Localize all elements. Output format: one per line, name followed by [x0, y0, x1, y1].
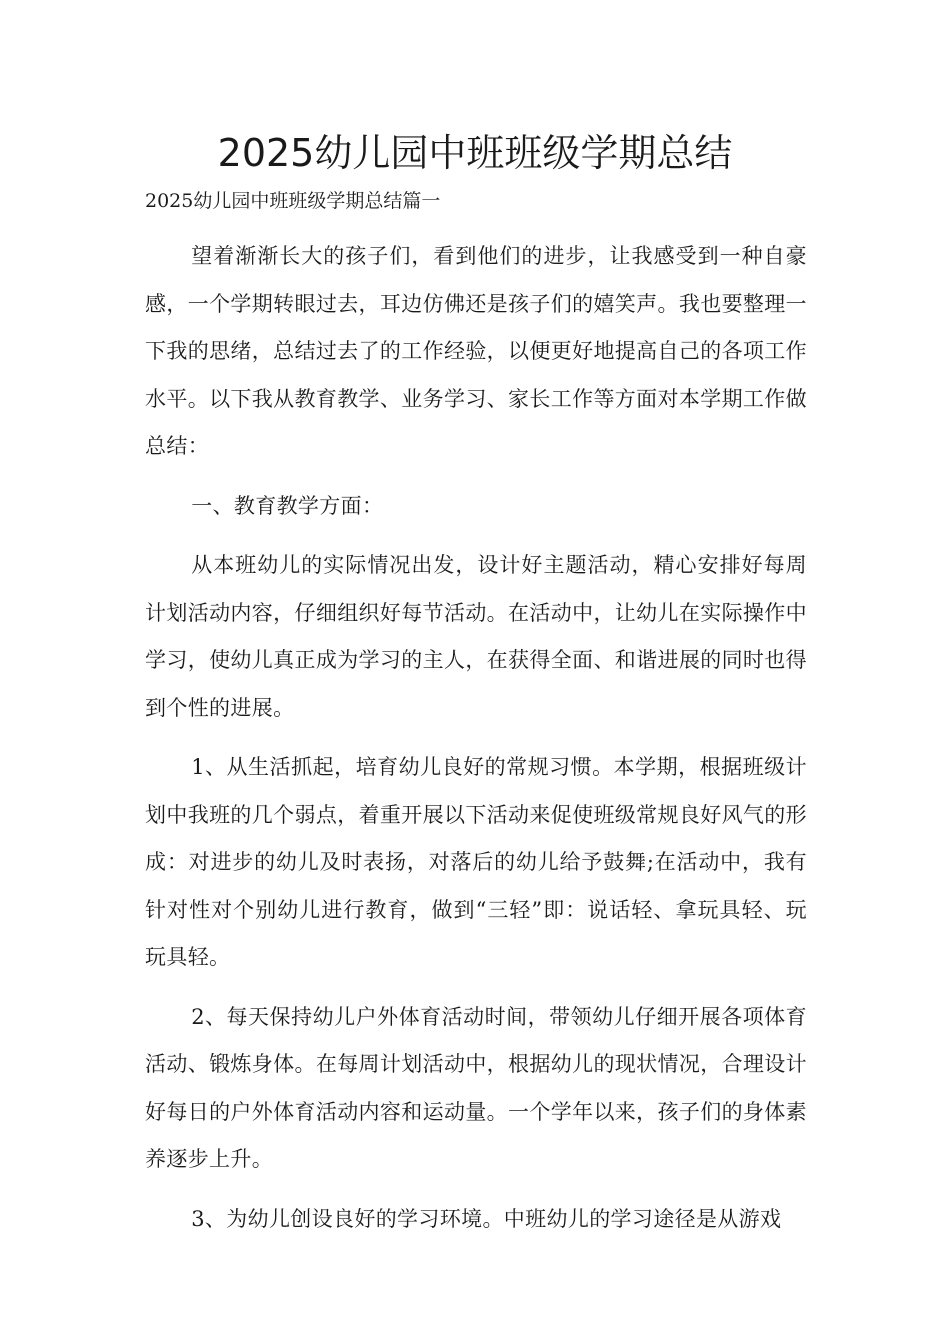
paragraph-point-3: 3、为幼儿创设良好的学习环境。中班幼儿的学习途径是从游戏 [191, 1206, 782, 1231]
paragraph-point-2: 2、每天保持幼儿户外体育活动时间，带领幼儿仔细开展各项体育活动、锻炼身体。在每周计划活动中，根据幼儿的现状情况，合理设计好每日的户外体育活动内容和运动量。一个学年以来，孩子们的身体素养逐步上升。 [145, 1004, 807, 1171]
document-title: 2025幼儿园中班班级学期总结 [217, 131, 733, 175]
document-subtitle: 2025幼儿园中班班级学期总结篇一 [145, 190, 441, 212]
paragraph-point-1: 1、从生活抓起，培育幼儿良好的常规习惯。本学期，根据班级计划中我班的几个弱点，着重开展以下活动来促使班级常规良好风气的形成：对进步的幼儿及时表扬，对落后的幼儿给予鼓舞;在活动中，我有针对性对个别幼儿进行教育，做到“三轻”即：说话轻、拿玩具轻、玩玩具轻。 [145, 755, 807, 969]
paragraph-teaching: 从本班幼儿的实际情况出发，设计好主题活动，精心安排好每周计划活动内容，仔细组织好每节活动。在活动中，让幼儿在实际操作中学习，使幼儿真正成为学习的主人，在获得全面、和谐进展的同时也得到个性的进展。 [145, 553, 807, 720]
document-body [145, 233, 807, 1255]
section-heading-teaching: 一、教育教学方面： [191, 493, 384, 518]
paragraph-intro: 望着渐渐长大的孩子们，看到他们的进步，让我感受到一种自豪感，一个学期转眼过去，耳边仿佛还是孩子们的嬉笑声。我也要整理一下我的思绪，总结过去了的工作经验，以便更好地提高自己的各项工作水平。以下我从教育教学、业务学习、家长工作等方面对本学期工作做总结： [145, 244, 807, 458]
